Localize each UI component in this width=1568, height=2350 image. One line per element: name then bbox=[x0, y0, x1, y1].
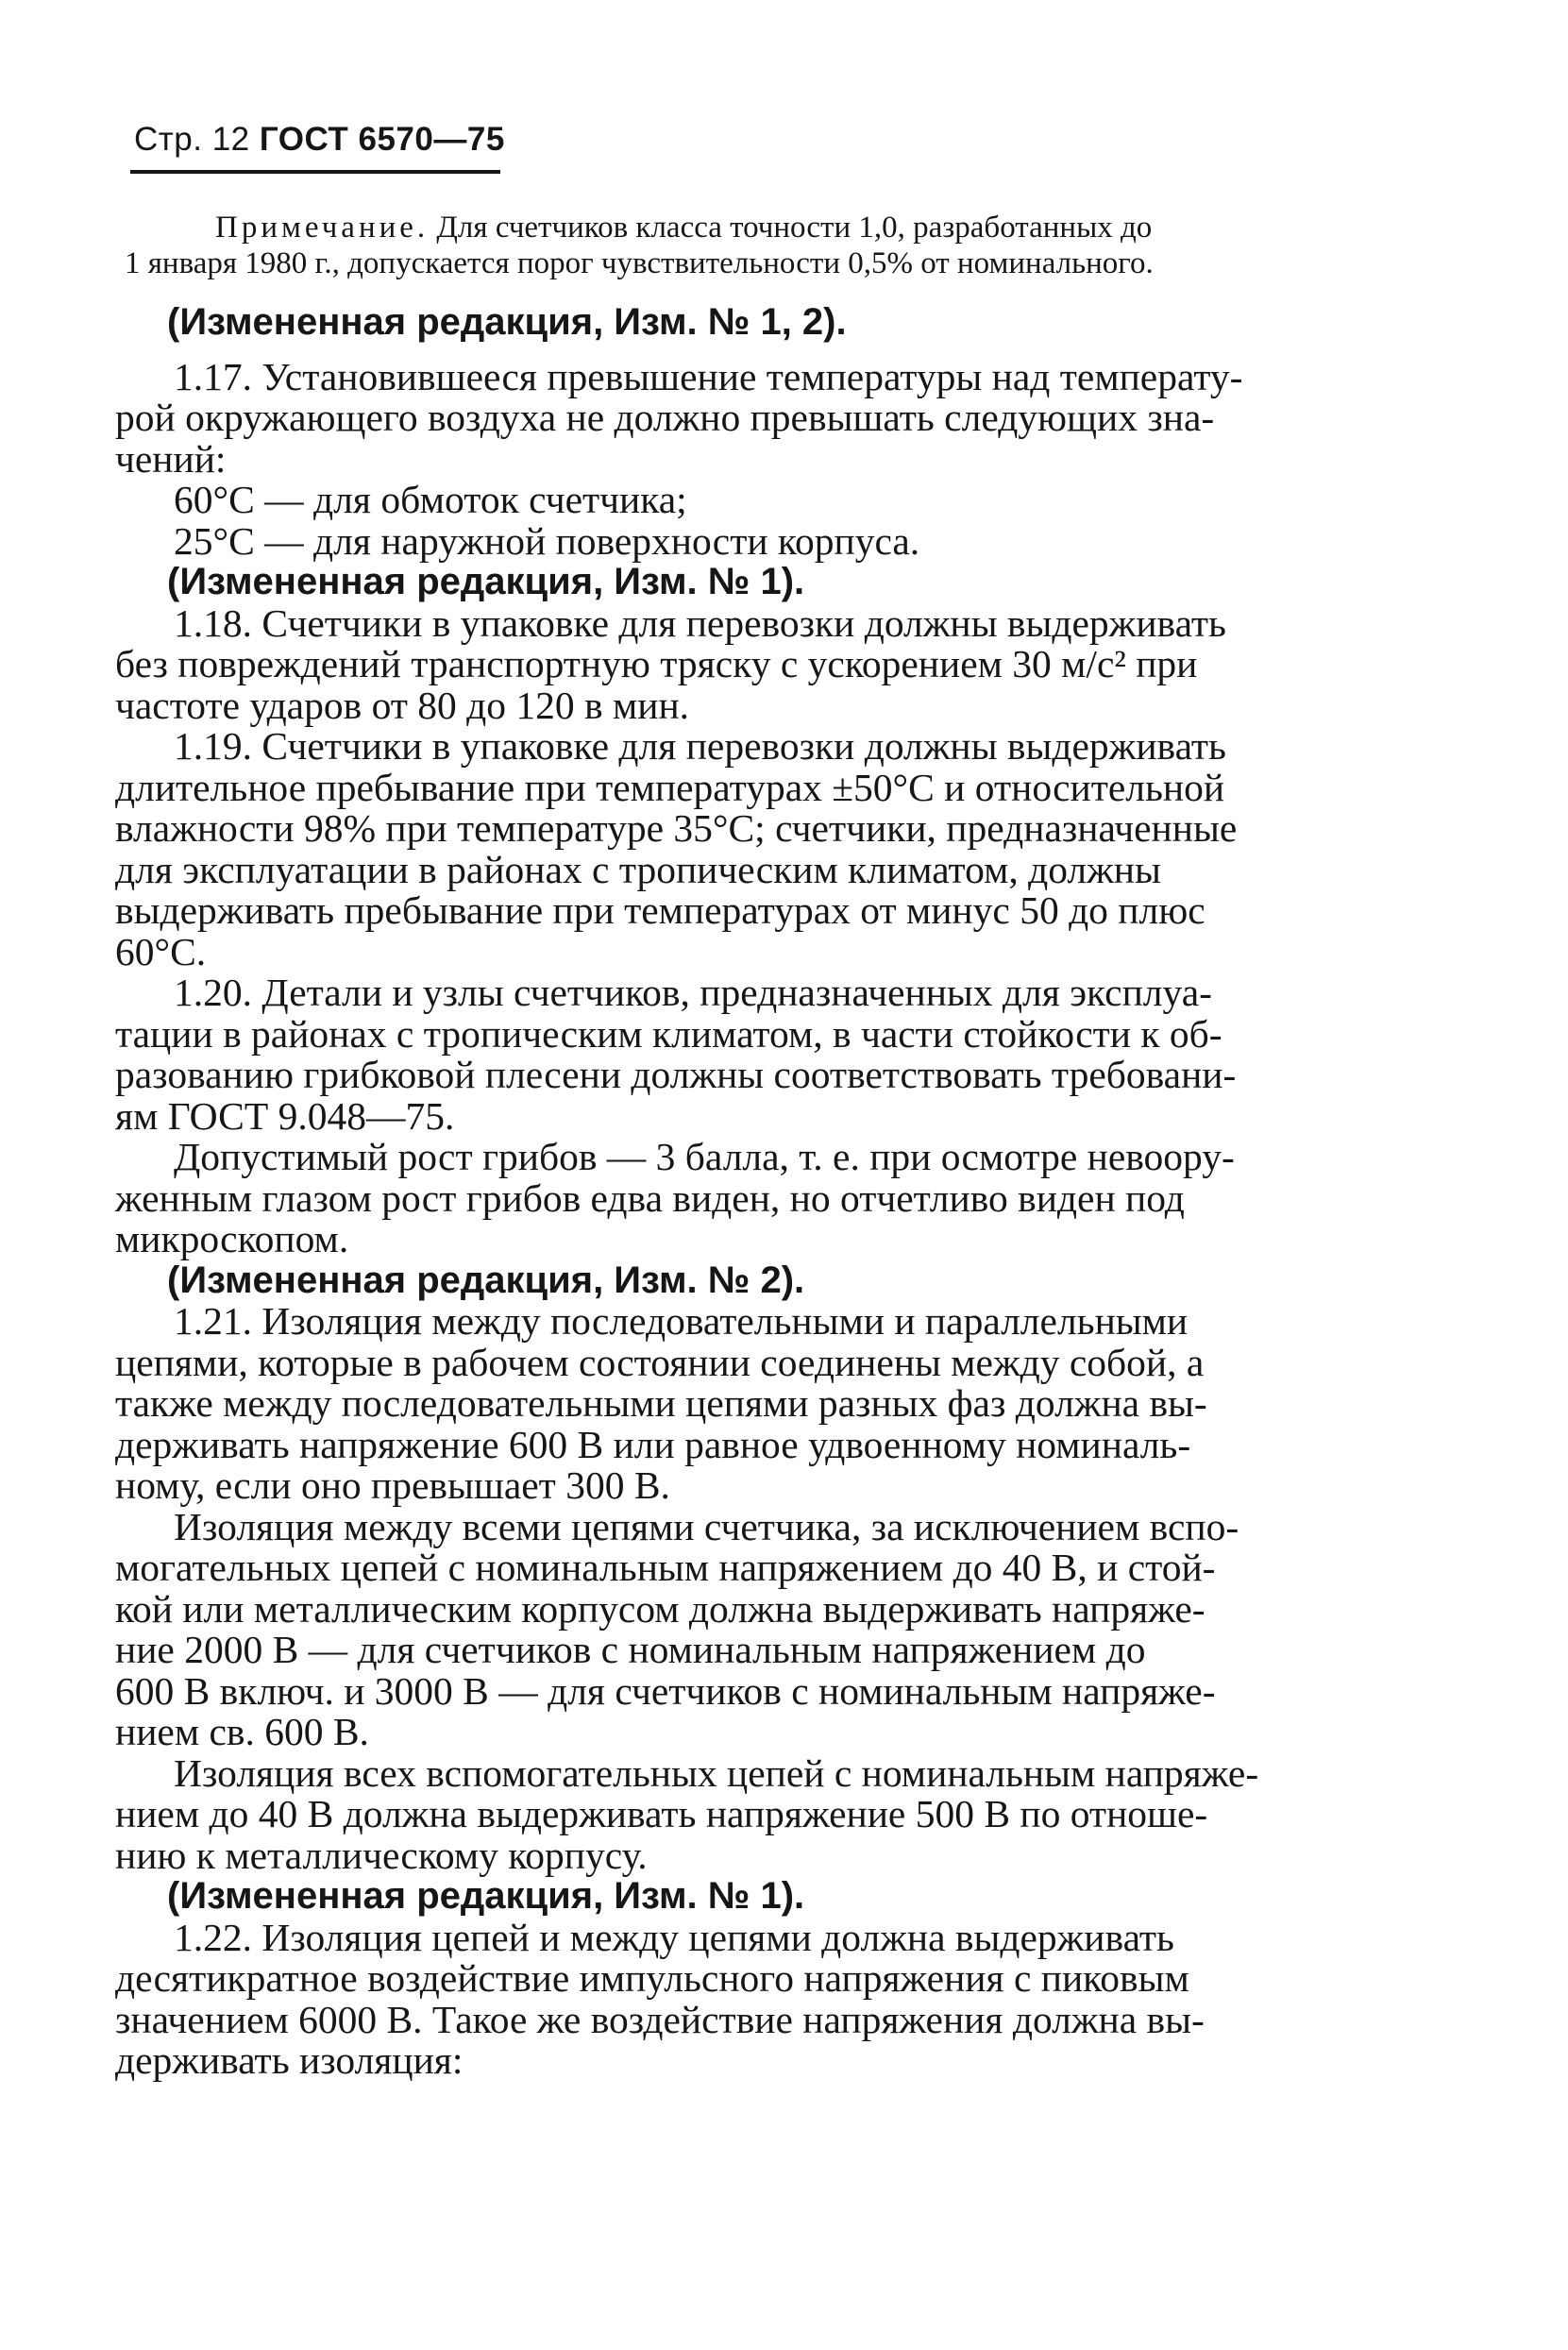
amendment-note: (Измененная редакция, Изм. № 1). bbox=[167, 561, 805, 602]
header-rule bbox=[130, 170, 500, 174]
page-number-label: Стр. 12 bbox=[134, 121, 250, 158]
text-line: Изоляция всех вспомогательных цепей с номинальным напряже- bbox=[174, 1750, 1259, 1795]
note-line-2: 1 января 1980 г., допускается порог чувствительности 0,5% от номинального. bbox=[125, 246, 1154, 280]
clause-1-20: 1.20. Детали и узлы счетчиков, предназначенных для эксплуа- bbox=[174, 971, 1212, 1014]
text-line: чений: bbox=[115, 436, 227, 481]
text-line: для эксплуатации в районах с тропическим климатом, должны bbox=[115, 847, 1161, 891]
main-text bbox=[115, 302, 1437, 2082]
clause-1-22: 1.22. Изоляция цепей и между цепями должна выдерживать bbox=[174, 1915, 1174, 1959]
clause-1-17: 1.17. Установившееся превышение температуры над температу- bbox=[174, 354, 1243, 398]
text-line: без повреждений транспортную тряску с ускорением 30 м/с² при bbox=[115, 642, 1198, 685]
amendment-note: (Измененная редакция, Изм. № 2). bbox=[167, 1259, 805, 1301]
text-line: могательных цепей с номинальным напряжением до 40 В, и стой- bbox=[115, 1546, 1216, 1589]
amendment-note: (Измененная редакция, Изм. № 1). bbox=[167, 1875, 805, 1917]
text-line: ние 2000 В — для счетчиков с номинальным напряжением до bbox=[115, 1628, 1146, 1671]
clause-1-18: 1.18. Счетчики в упаковке для перевозки должны выдерживать bbox=[174, 600, 1226, 645]
text-line: ям ГОСТ 9.048—75. bbox=[115, 1093, 455, 1138]
text-line: десятикратное воздействие импульсного напряжения с пиковым bbox=[115, 1956, 1189, 2000]
text-line: микроскопом. bbox=[115, 1217, 349, 1260]
text-line: Изоляция между всеми цепями счетчика, за исключением вспо- bbox=[174, 1504, 1239, 1548]
text-line: 60°С — для обмоток счетчика; bbox=[174, 478, 687, 521]
note-block bbox=[121, 210, 1442, 281]
text-line: влажности 98% при температуре 35°С; счетчики, предназначенные bbox=[115, 806, 1238, 850]
note-line-1 bbox=[121, 210, 1442, 245]
text-line: разованию грибковой плесени должны соответствовать требовани- bbox=[115, 1053, 1237, 1096]
text-line: кой или металлическим корпусом должна выдерживать напряже- bbox=[115, 1586, 1206, 1631]
text-line: значением 6000 В. Такое же воздействие напряжения должна вы- bbox=[115, 1997, 1205, 2041]
text-line: выдерживать пребывание при температурах от минус 50 до плюс bbox=[115, 888, 1206, 932]
note-caption: Примечание. bbox=[215, 211, 430, 245]
text-line: держивать изоляция: bbox=[115, 2038, 464, 2082]
text-line: женным глазом рост грибов едва виден, но отчетливо виден под bbox=[115, 1175, 1185, 1220]
text-line: 25°С — для наружной поверхности корпуса. bbox=[174, 518, 920, 563]
text-line: 600 В включ. и 3000 В — для счетчиков с номинальным напряже- bbox=[115, 1668, 1216, 1713]
clause-1-19: 1.19. Счетчики в упаковке для перевозки должны выдерживать bbox=[174, 724, 1226, 768]
text-line: нию к металлическому корпусу. bbox=[115, 1833, 648, 1877]
text-line: также между последовательными цепями разных фаз должна вы- bbox=[115, 1381, 1207, 1425]
standard-number: ГОСТ 6570—75 bbox=[259, 121, 505, 158]
text-line: держивать напряжение 600 В или равное удвоенному номиналь- bbox=[115, 1422, 1191, 1466]
text-line: нием до 40 В должна выдерживать напряжение 500 В по отноше- bbox=[115, 1792, 1208, 1835]
text-line: длительное пребывание при температурах ±50°С и относительной bbox=[115, 765, 1225, 809]
text-line: рой окружающего воздуха не должно превышать следующих зна- bbox=[115, 396, 1215, 439]
text-line: нием св. 600 В. bbox=[115, 1710, 369, 1753]
note-text-1: Для счетчиков класса точности 1,0, разработанных до bbox=[436, 211, 1153, 245]
text-line: цепями, которые в рабочем состоянии соединены между собой, а bbox=[115, 1340, 1205, 1384]
text-line: 60°С. bbox=[115, 929, 207, 973]
clause-1-21: 1.21. Изоляция между последовательными и параллельными bbox=[174, 1299, 1189, 1343]
page-header bbox=[134, 121, 505, 159]
text-line: ному, если оно превышает 300 В. bbox=[115, 1463, 670, 1507]
text-line: тации в районах с тропическим климатом, в части стойкости к об- bbox=[115, 1011, 1222, 1056]
amendment-note: (Измененная редакция, Изм. № 1, 2). bbox=[167, 301, 847, 343]
text-line: частоте ударов от 80 до 120 в мин. bbox=[115, 683, 690, 727]
text-line: Допустимый рост грибов — 3 балла, т. е. при осмотре невоору- bbox=[174, 1135, 1235, 1178]
